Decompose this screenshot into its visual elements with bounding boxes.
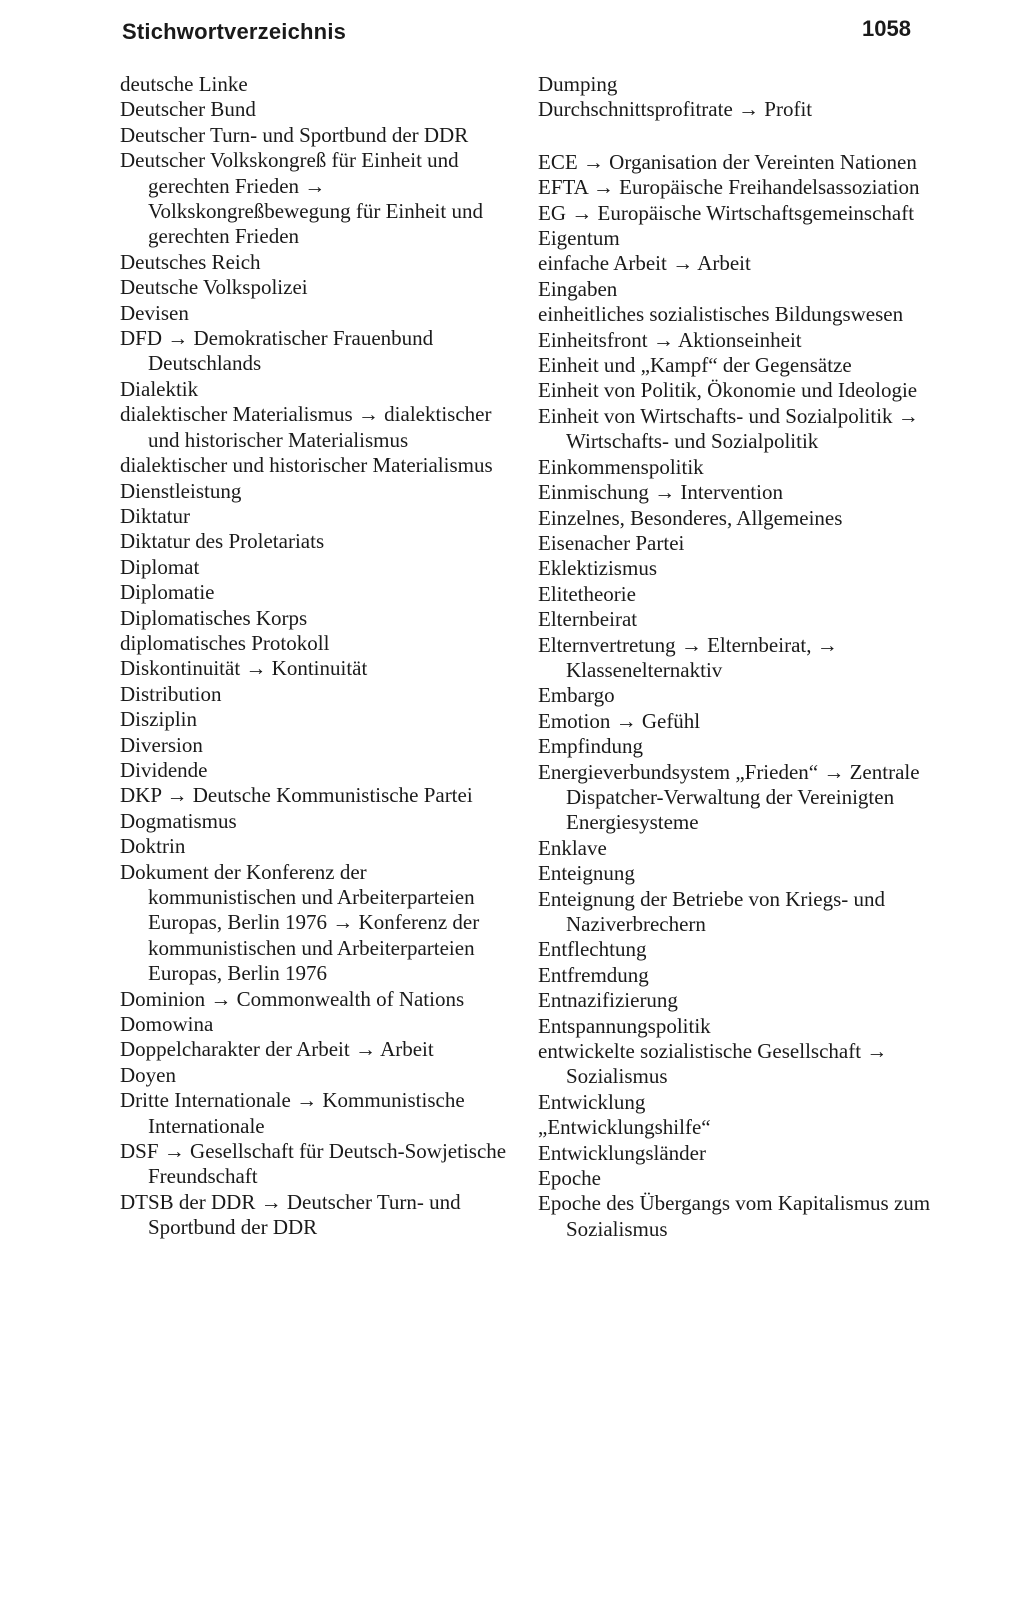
index-entry: Epoche — [538, 1166, 601, 1191]
index-entry: Devisen — [120, 300, 189, 325]
index-entry: Entwicklungsländer — [538, 1140, 706, 1165]
index-entry: „Entwicklungshilfe“ — [538, 1115, 711, 1140]
index-entry: Einkommenspolitik — [538, 454, 704, 479]
index-entry: DFD → Demokratischer Frauenbund Deutschlands — [120, 326, 434, 376]
index-entry: Entfremdung — [538, 962, 649, 987]
index-entry: Emotion → Gefühl — [538, 708, 701, 733]
index-entry: deutsche Linke — [120, 72, 248, 96]
index-entry: Elternvertretung → Elternbeirat, → Klassenelternaktiv — [538, 632, 838, 682]
index-entry: Epoche des Übergangs vom Kapitalismus zum Sozialismus — [538, 1191, 931, 1241]
index-entry: Deutscher Volkskongreß für Einheit und gerechten Frieden → Volkskongreßbewegung für Einheit und gerechten Frieden — [120, 148, 483, 249]
index-entry: DTSB der DDR → Deutscher Turn- und Sportbund der DDR — [120, 1189, 461, 1240]
index-entry: Deutsches Reich — [120, 249, 261, 274]
index-entry: entwickelte sozialistische Gesellschaft → Sozialismus — [538, 1039, 888, 1089]
index-entry: Embargo — [538, 683, 615, 708]
index-entry: Entnazifizierung — [538, 988, 678, 1013]
index-entry: Elitetheorie — [538, 581, 636, 606]
index-entry: Disziplin — [120, 707, 197, 732]
index-entry: Diktatur des Proletariats — [120, 529, 325, 554]
index-entry: Entflechtung — [538, 937, 647, 962]
index-entry: Dienstleistung — [120, 478, 242, 503]
index-entry: Enklave — [538, 835, 607, 860]
index-entry: Einmischung → Intervention — [538, 480, 783, 505]
index-entry: Deutsche Volkspolizei — [120, 275, 308, 300]
index-entry: Diversion — [120, 732, 203, 757]
index-entry: Einheit von Politik, Ökonomie und Ideologie — [538, 378, 918, 403]
index-entry: Diplomatie — [120, 580, 215, 605]
index-entry: dialektischer Materialismus → dialektischer und historischer Materialismus — [120, 402, 492, 452]
index-entry: Empfindung — [538, 734, 643, 759]
index-entry: Dumping — [538, 72, 618, 96]
index-entry: Distribution — [120, 681, 222, 706]
index-entry: Enteignung — [538, 861, 635, 886]
index-entry: Einheit von Wirtschafts- und Sozialpolitik → Wirtschafts- und Sozialpolitik — [538, 403, 919, 454]
index-entry: Dokument der Konferenz der kommunistischen und Arbeiterparteien Europas, Berlin 1976 → Konferenz der kommunistischen und Arbeiterparteien Europas, Berlin 1976 — [120, 859, 480, 986]
index-entry: Eingaben — [538, 276, 618, 301]
index-entry: Domowina — [120, 1012, 214, 1037]
page-number: 1058 — [862, 16, 911, 41]
index-entry: DSF → Gesellschaft für Deutsch-Sowjetische Freundschaft — [120, 1139, 507, 1189]
index-entry: Dividende — [120, 757, 208, 782]
index-entry: Einheit und „Kampf“ der Gegensätze — [538, 353, 852, 378]
index-entry: einheitliches sozialistisches Bildungswesen — [538, 302, 904, 327]
index-entry: Dominion → Commonwealth of Nations — [120, 986, 465, 1011]
index-entry: Deutscher Turn- und Sportbund der DDR — [120, 122, 469, 147]
index-entry: Doyen — [120, 1062, 176, 1087]
index-entry: einfache Arbeit → Arbeit — [538, 251, 751, 276]
index-entry: ECE → Organisation der Vereinten Nationen — [538, 149, 917, 174]
index-entry: Deutscher Bund — [120, 97, 256, 122]
index-column-right — [538, 72, 933, 1242]
index-entry: Entwicklung — [538, 1089, 646, 1114]
index-entry: diplomatisches Protokoll — [120, 630, 330, 655]
index-entry: Entspannungspolitik — [538, 1013, 711, 1038]
index-entry: Einheitsfront → Aktionseinheit — [538, 327, 802, 352]
index-entry: dialektischer und historischer Materialismus — [120, 453, 493, 478]
index-entry: Durchschnittsprofitrate → Profit — [538, 97, 813, 122]
index-entry: Einzelnes, Besonderes, Allgemeines — [538, 505, 843, 530]
index-entry: Diktatur — [120, 503, 190, 528]
index-entry: Diplomatisches Korps — [120, 605, 308, 630]
index-entry: Eigentum — [538, 226, 620, 251]
index-entry: Diskontinuität → Kontinuität — [120, 656, 368, 681]
index-entry: Eisenacher Partei — [538, 530, 685, 555]
index-entry: Enteignung der Betriebe von Kriegs- und Naziverbrechern — [538, 886, 885, 936]
index-entry: Diplomat — [120, 554, 200, 579]
index-entry: EG → Europäische Wirtschaftsgemeinschaft — [538, 200, 915, 225]
index-entry: Dialektik — [120, 376, 199, 401]
index-entry: Eklektizismus — [538, 556, 657, 581]
index-entry: Elternbeirat — [538, 607, 638, 632]
index-entry: Dogmatismus — [120, 808, 237, 833]
index-entry: Doppelcharakter der Arbeit → Arbeit — [120, 1037, 434, 1062]
index-entry: EFTA → Europäische Freihandelsassoziation — [538, 175, 920, 200]
page-header: Stichwortverzeichnis — [122, 19, 347, 44]
index-entry: Doktrin — [120, 834, 186, 859]
index-entry: Dritte Internationale → Kommunistische Internationale — [120, 1088, 465, 1138]
index-entry: DKP → Deutsche Kommunistische Partei — [120, 783, 473, 808]
index-column-left — [120, 72, 512, 1241]
index-entry: Energieverbundsystem „Frieden“ → Zentrale Dispatcher-Verwaltung der Vereinigten Energiesysteme — [538, 759, 920, 835]
